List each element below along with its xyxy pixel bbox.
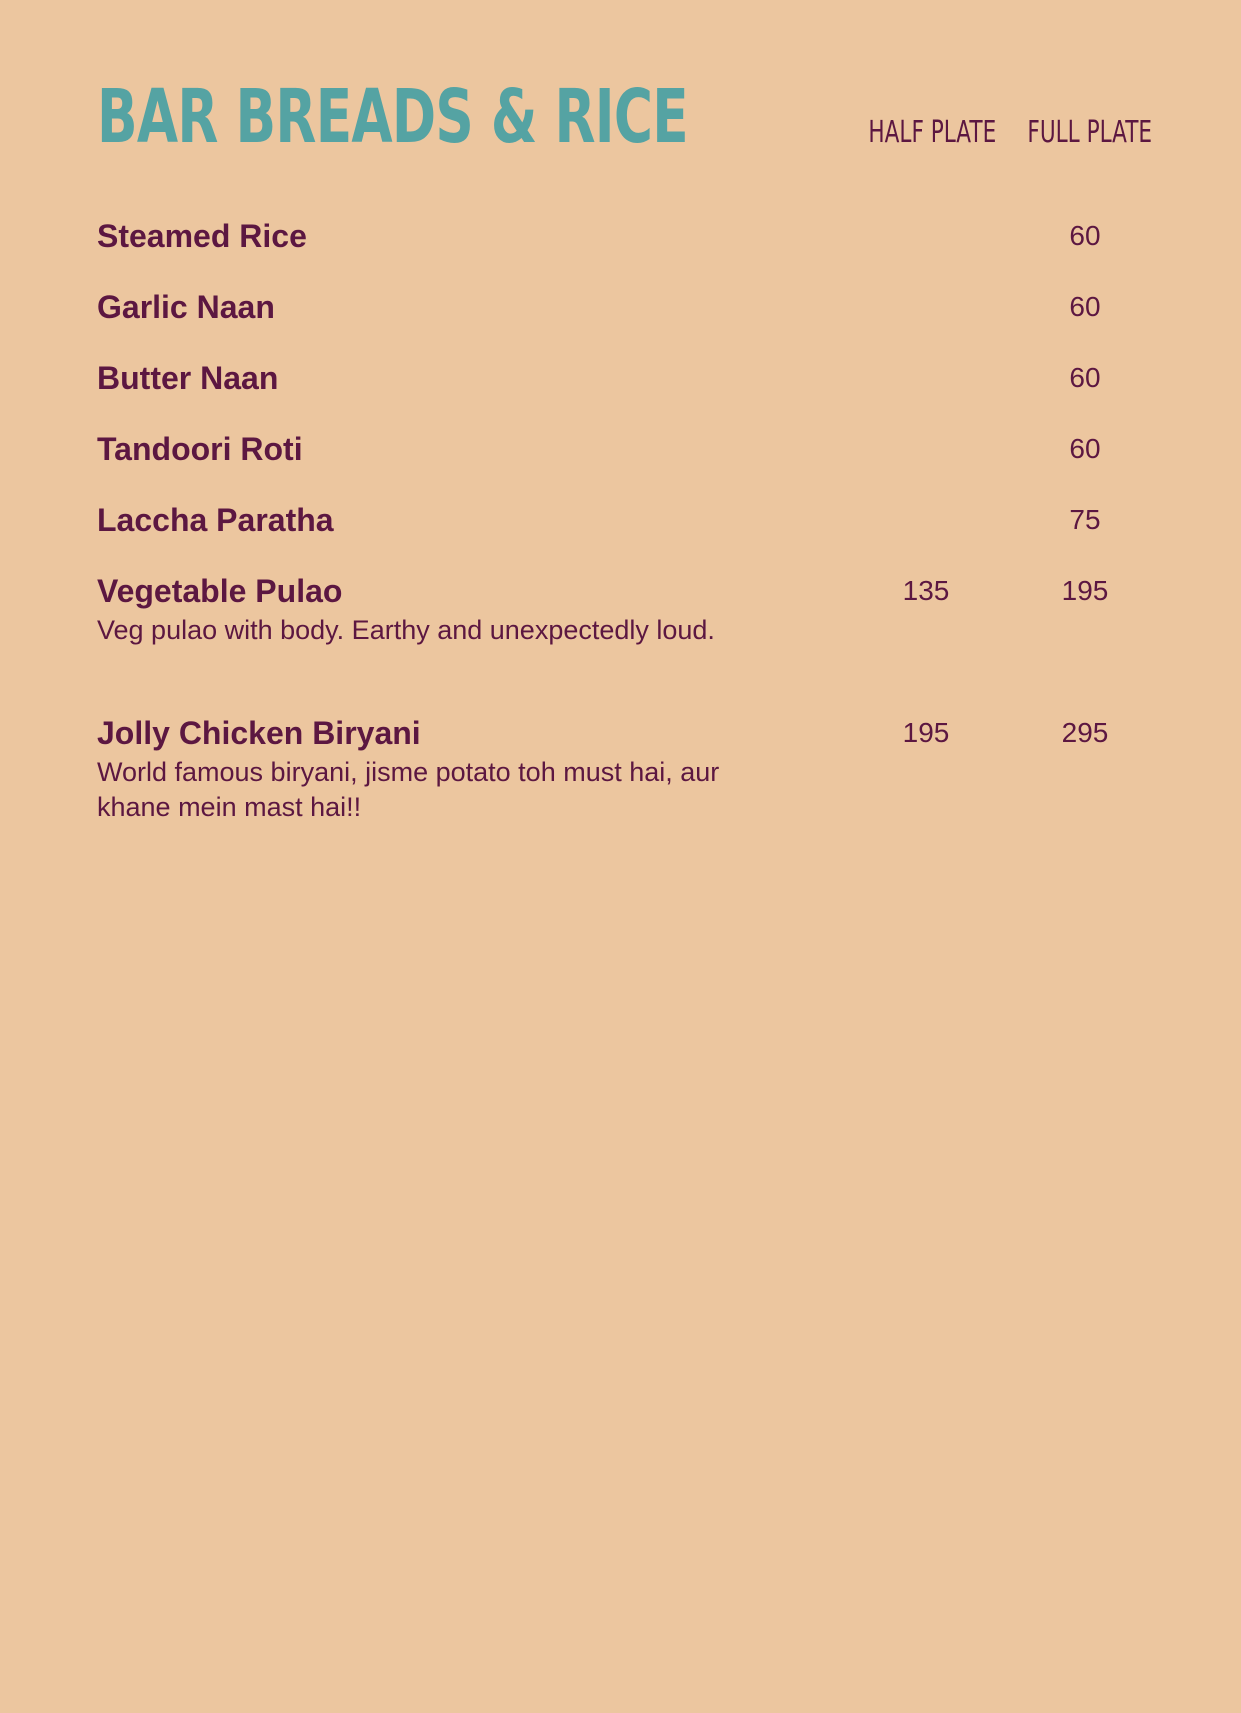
item-name: Tandoori Roti — [97, 431, 303, 467]
item-name: Vegetable Pulao — [97, 573, 343, 609]
item-description: World famous biryani, jisme potato toh must hai, aur khane mein mast hai!! — [97, 757, 720, 822]
column-header-full-plate: FULL PLATE — [1027, 115, 1153, 150]
item-price-full: 195 — [1061, 575, 1109, 606]
item-price-half: 195 — [902, 717, 950, 748]
menu-item-vegetable-pulao — [97, 569, 1147, 711]
menu-item-tandoori-roti — [97, 427, 1147, 498]
item-price-full: 60 — [1069, 220, 1101, 251]
item-name: Jolly Chicken Biryani — [97, 715, 421, 751]
menu-item-laccha-paratha — [97, 498, 1147, 569]
page-title: BAR BREADS & RICE — [97, 74, 688, 160]
item-price-full: 60 — [1069, 362, 1101, 393]
menu-item-garlic-naan — [97, 285, 1147, 356]
item-name: Laccha Paratha — [97, 502, 334, 538]
item-price-full: 60 — [1069, 291, 1101, 322]
item-name: Butter Naan — [97, 360, 279, 396]
menu-item-steamed-rice — [97, 214, 1147, 285]
item-name: Garlic Naan — [97, 289, 275, 325]
item-price-full: 295 — [1061, 717, 1109, 748]
item-description: Veg pulao with body. Earthy and unexpectedly loud. — [97, 615, 715, 645]
menu-item-butter-naan — [97, 356, 1147, 427]
item-price-full: 75 — [1069, 504, 1101, 535]
item-price-half: 135 — [902, 575, 950, 606]
menu-item-jolly-chicken-biryani — [97, 711, 1147, 853]
menu-items-list — [97, 214, 1147, 853]
item-price-full: 60 — [1069, 433, 1101, 464]
column-header-half-plate: HALF PLATE — [868, 115, 997, 150]
item-name: Steamed Rice — [97, 218, 307, 254]
